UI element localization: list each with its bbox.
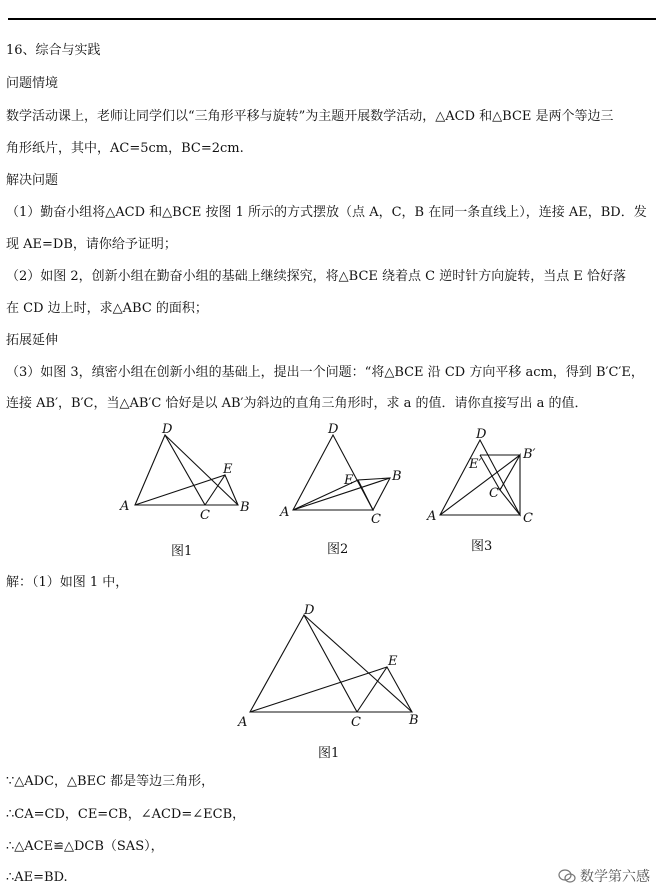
question-2-text-2: 在 CD 边上时，求△ABC 的面积； <box>6 301 208 316</box>
scene-text-1: 数学活动课上，老师让同学们以“三角形平移与旋转”为主题开展数学活动，△ACD 和△BCE 是两个等边三 <box>6 109 614 124</box>
section-extend: 拓展延伸 <box>6 333 59 348</box>
figure-2 <box>278 420 413 530</box>
fig3-label-a: A <box>427 509 437 524</box>
fig3-triangle-b1c1e1 <box>500 455 520 515</box>
section-solve: 解决问题 <box>6 173 59 188</box>
fig3-label-c: C <box>523 511 533 526</box>
fig2-label-e: E <box>344 473 354 488</box>
question-3-text-1: （3）如图 3，缜密小组在创新小组的基础上，提出一个问题：“将△BCE 沿 CD 方向平移 acm，得到 B′C′E， <box>6 365 644 380</box>
watermark-text: 数学第六感 <box>580 869 650 885</box>
solution-step-1: ∵△ADC，△BEC 都是等边三角形， <box>6 774 215 789</box>
solution-step-4: ∴AE=BD. <box>6 870 68 885</box>
solution-intro: 解：（1）如图 1 中， <box>6 575 129 590</box>
question-1-text-2: 现 AE=DB，请你给予证明； <box>6 237 177 252</box>
figure-1-caption: 图1 <box>171 544 193 559</box>
fig1-triangle-acd <box>135 435 205 505</box>
fig2-triangle-acd <box>293 435 373 510</box>
fig2-label-b: B <box>392 469 402 484</box>
fig3-label-c1: C′ <box>489 486 502 501</box>
fig2-label-a: A <box>280 505 290 520</box>
sol-label-b: B <box>409 713 419 728</box>
sol-label-c: C <box>351 715 361 730</box>
figure-1 <box>110 420 260 530</box>
figure-solution-caption: 图1 <box>318 746 340 761</box>
section-scene: 问题情境 <box>6 76 59 91</box>
top-rule <box>8 18 656 20</box>
figure-3 <box>425 420 560 530</box>
fig1-label-c: C <box>200 508 210 523</box>
fig3-label-d: D <box>476 427 487 442</box>
fig3-triangle-acd <box>440 440 520 515</box>
fig3-label-e1: E′ <box>469 457 482 472</box>
question-1-text-1: （1）勤奋小组将△ACD 和△BCE 按图 1 所示的方式摆放（点 A，C，B 在同一条直线上），连接 AE，BD．发 <box>6 205 647 220</box>
sol-label-d: D <box>304 603 315 618</box>
fig3-label-b1: B′ <box>523 447 536 462</box>
problem-title: 16、综合与实践 <box>6 43 101 58</box>
sol-label-e: E <box>388 654 398 669</box>
wechat-icon <box>558 869 576 883</box>
fig1-label-e: E <box>223 462 233 477</box>
figure-solution <box>232 600 432 735</box>
fig2-label-c: C <box>371 512 381 527</box>
fig1-label-a: A <box>120 499 130 514</box>
figure-2-caption: 图2 <box>327 542 349 557</box>
fig1-label-d: D <box>162 422 173 437</box>
question-3-text-2: 连接 AB′，B′C，当△AB′C 恰好是以 AB′为斜边的直角三角形时，求 a 的值．请你直接写出 a 的值． <box>6 396 588 411</box>
fig2-label-d: D <box>328 422 339 437</box>
solution-step-3: ∴△ACE≌△DCB（SAS）， <box>6 839 164 854</box>
sol-label-a: A <box>238 715 248 730</box>
sol-triangle-acd <box>250 615 357 712</box>
watermark <box>558 866 650 886</box>
scene-text-2: 角形纸片，其中，AC=5cm，BC=2cm. <box>6 141 244 156</box>
figure-3-caption: 图3 <box>471 539 493 554</box>
fig1-label-b: B <box>240 500 250 515</box>
question-2-text-1: （2）如图 2，创新小组在勤奋小组的基础上继续探究，将△BCE 绕着点 C 逆时针方向旋转，当点 E 恰好落 <box>6 269 627 284</box>
sol-line-ae <box>250 667 387 712</box>
solution-step-2: ∴CA=CD，CE=CB，∠ACD=∠ECB， <box>6 807 246 822</box>
